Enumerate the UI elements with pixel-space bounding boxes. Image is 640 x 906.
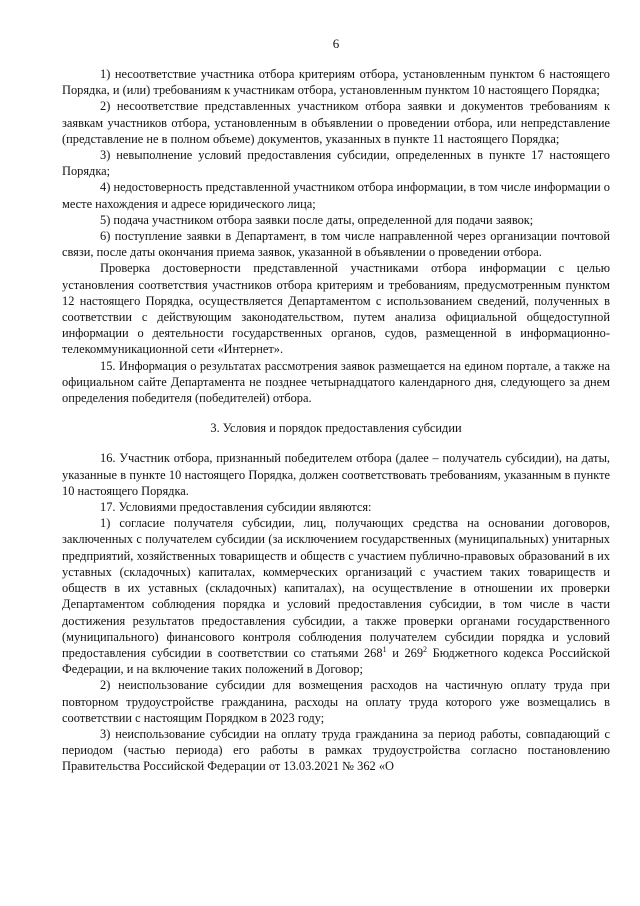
paragraph: 1) несоответствие участника отбора критериям отбора, установленным пунктом 6 настоящего Порядка, и (или) требованиям к участникам отбора, установленным пунктом 10 настоящего Порядка; — [62, 67, 610, 98]
section-title: 3. Условия и порядок предоставления субсидии — [210, 421, 462, 436]
paragraph: 6) поступление заявки в Департамент, в том числе направленной через организации почтовой связи, после даты окончания приема заявок, указанной в объявлении о проведении отбора. — [62, 229, 610, 260]
paragraph: 17. Условиями предоставления субсидии являются: — [100, 500, 372, 515]
paragraph: 2) неиспользование субсидии для возмещения расходов на частичную оплату труда при повторном трудоустройстве гражданина, расходы на оплату труда которого уже возмещались в соответствии с настоящим Порядком в 2023 году; — [62, 678, 610, 725]
paragraph: Проверка достоверности представленной участниками отбора информации с целью установления соответствия участников отбора критериям и требованиям, предусмотренным пунктом 12 настоящего Порядка, осуществляется Департаментом с использованием сведений, полученных в соответствии с действующим законодательством, путем анализа официальной общедоступной информации о деятельности государственных органов, судов, размещенной в информационно-телекоммуникационной сети «Интернет». — [62, 261, 610, 357]
paragraph-text: 1) согласие получателя субсидии, лиц, получающих средства на основании договоров, заключенных с получателем субсидии (за исключением государственных (муниципальных) унитарных предприятий, хозяйственных товариществ и обществ с участием публично-правовых образований в их уставных (складочных) капиталах, коммерческих организаций с участием таких товариществ и обществ в их уставных (складочных) капиталах), на осуществление в отношении их проверки Департаментом соблюдения порядка и условий предоставления субсидии, в том числе в части достижения результатов предоставления субсидии, а также проверки органами государственного (муниципального) финансового контроля соблюдения получателем субсидии порядка и условий предоставления субсидии в соответствии со статьями — [62, 516, 610, 660]
paragraph-17-1 — [62, 515, 610, 677]
paragraph: 3) неиспользование субсидии на оплату труда гражданина за период работы, совпадающий с периодом (частью периода) его работы в рамках трудоустройства согласно постановлению Правительства Российской Федерации от 13.03.2021 № 362 «О — [62, 726, 610, 774]
body-text — [62, 66, 610, 775]
paragraph: 16. Участник отбора, признанный победителем отбора (далее – получатель субсидии), на даты, указанные в пункте 10 настоящего Порядка, должен соответствовать требованиям, указанным в пункте 10 настоящего Порядка. — [62, 451, 610, 498]
article-number: 269 — [404, 645, 424, 660]
paragraph: 5) подача участником отбора заявки после даты, определенной для подачи заявок; — [100, 212, 534, 227]
article-superscript: 2 — [423, 644, 428, 654]
article-number: 268 — [363, 645, 383, 660]
paragraph: 2) несоответствие представленных участником отбора заявки и документов требованиям к заявкам участников отбора, установленным в объявлении о проведении отбора, или непредставление (представление не в полном объеме) документов, указанных в пункте 11 настоящего Порядка; — [62, 99, 610, 146]
paragraph-text: Бюджетного кодекса Российской Федерации, и на включение таких положений в Договор; — [62, 645, 611, 677]
paragraph-text: и — [386, 645, 405, 660]
article-superscript: 1 — [382, 644, 387, 654]
paragraph: 3) невыполнение условий предоставления субсидии, определенных в пункте 17 настоящего Порядка; — [62, 148, 610, 179]
paragraph: 15. Информация о результатах рассмотрения заявок размещается на едином портале, а также на официальном сайте Департамента не позднее четырнадцатого календарного дня, следующего за днем определения победителя (победителей) отбора. — [62, 358, 610, 406]
page-number: 6 — [332, 36, 340, 51]
paragraph: 4) недостоверность представленной участником отбора информации, в том числе информации о месте нахождения и адресе юридического лица; — [62, 180, 610, 211]
